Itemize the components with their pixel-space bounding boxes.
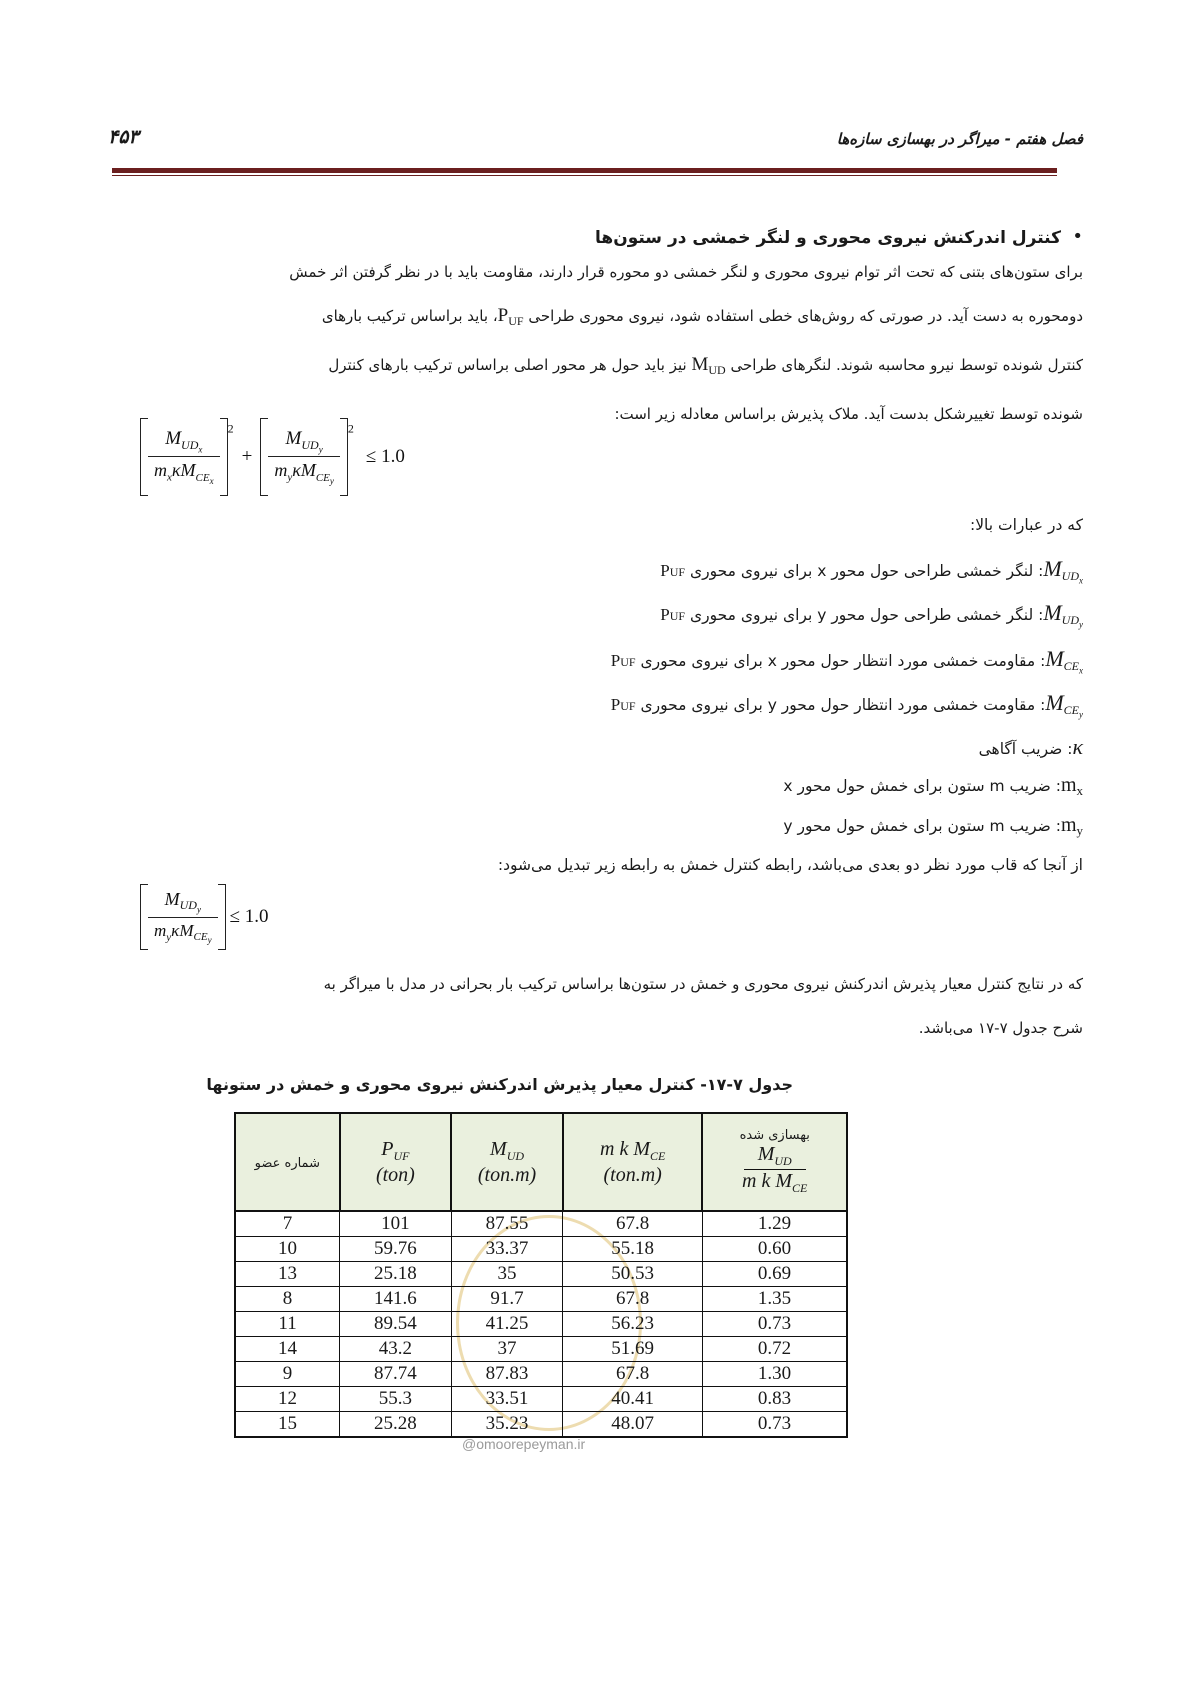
definition-mcex: $M_{CE_x}$: مقاومت خمشی مورد انتظار حول محور x برای نیروی محوری PUF: [610, 646, 1083, 676]
table-row: 11 89.54 41.25 56.23 0.73: [235, 1312, 847, 1337]
intro-line-1: برای ستون‌های بتنی که تحت اثر توام نیروی محوری و لنگر خمشی دو محوره قرار دارند، مقاومت باید با در نظر گرفتن اثر خمش: [289, 263, 1083, 281]
intro-line-2: دومحوره به دست آید. در صورتی که روش‌های خطی استفاده شود، نیروی محوری طراحی $P_{UF}،$ باید براساس ترکیب بارهای: [321, 305, 1083, 328]
table-row: 10 59.76 33.37 55.18 0.60: [235, 1237, 847, 1262]
table-row: 15 25.28 35.23 48.07 0.73: [235, 1412, 847, 1438]
table-body: [235, 1211, 847, 1437]
bullet-icon: •: [1072, 226, 1083, 247]
header-member: شماره عضو: [235, 1113, 340, 1211]
intro-paragraph: [161, 250, 1083, 436]
intro-line-3: کنترل شونده توسط نیرو محاسبه شوند. لنگرهای طراحی $M_{UD}$ نیز باید حول هر محور اصلی براساس ترکیب بارهای کنترل: [328, 354, 1083, 377]
definition-kappa: κ: ضریب آگاهی: [978, 734, 1083, 759]
equation-2: $\frac{M_{UD_y}}{m_y\kappa M_{CE_y}}$ ≤ 1.0: [140, 884, 269, 950]
table-row: 7 101 87.55 67.8 1.29: [235, 1211, 847, 1237]
section-heading: کنترل اندرکنش نیروی محوری و لنگر خمشی در ستون‌ها: [595, 228, 1061, 248]
table-row: 9 87.74 87.83 67.8 1.30: [235, 1362, 847, 1387]
results-paragraph: [161, 962, 1083, 1050]
transition-text: از آنجا که قاب مورد نظر دو بعدی می‌باشد، رابطه کنترل خمش به رابطه زیر تبدیل می‌شود:: [497, 856, 1083, 874]
definition-my: $m_y$: ضریب m ستون برای خمش حول محور y: [783, 814, 1083, 839]
header-mkm: m k $M_{CE}$ (ton.m): [563, 1113, 703, 1211]
chapter-title: فصل هفتم - میراگر در بهسازی سازه‌ها: [836, 130, 1083, 148]
definition-mcey: $M_{CE_y}$: مقاومت خمشی مورد انتظار حول محور y برای نیروی محوری PUF: [610, 690, 1083, 720]
intro-line-4: شونده توسط تغییرشکل بدست آید. ملاک پذیرش براساس معادله زیر است:: [614, 405, 1083, 423]
header-mud: $M_{UD}$ (ton.m): [451, 1113, 563, 1211]
definition-mx: $m_x$: ضریب m ستون برای خمش حول محور x: [783, 774, 1083, 799]
page-number: ۴۵۳: [108, 126, 139, 148]
table-row: 8 141.6 91.7 67.8 1.35: [235, 1287, 847, 1312]
header-puf: $P_{UF}$ (ton): [340, 1113, 452, 1211]
equation-1: $\frac{M_{UD_x}}{m_x\kappa M_{CE_x}}$ $^2$ + $\frac{M_{UD_y}}{m_y\kappa M_{CE_y}}$ $^2$ ≤ 1.0: [140, 418, 405, 496]
table-row: 13 25.18 35 50.53 0.69: [235, 1262, 847, 1287]
table-caption: جدول ۷-۱۷- کنترل معیار پذیرش اندرکنش نیروی محوری و خمش در ستونها: [206, 1075, 793, 1094]
results-line-1: که در نتایج کنترل معیار پذیرش اندرکنش نیروی محوری و خمش در ستون‌ها براساس ترکیب بار بحرانی در مدل با میراگر به: [323, 975, 1083, 993]
results-line-2: شرح جدول ۷-۱۷ می‌باشد.: [918, 1019, 1083, 1037]
watermark-url: @omoorepeyman.ir: [462, 1436, 586, 1452]
definition-mudy: $M_{UD_y}$: لنگر خمشی طراحی حول محور y برای نیروی محوری PUF: [660, 600, 1083, 630]
table-row: 14 43.2 37 51.69 0.72: [235, 1337, 847, 1362]
header-ratio: بهسازی شده $M_{UD}$ m k $M_{CE}$: [702, 1113, 847, 1211]
interaction-table: [234, 1112, 848, 1438]
table-header-row: [235, 1113, 847, 1211]
table-row: 12 55.3 33.51 40.41 0.83: [235, 1387, 847, 1412]
header-rule-thin: [112, 175, 1057, 176]
definitions-intro: که در عبارات بالا:: [970, 516, 1083, 534]
definition-mudx: $M_{UD_x}$: لنگر خمشی طراحی حول محور x برای نیروی محوری PUF: [660, 556, 1083, 586]
header-rule-thick: [112, 168, 1057, 173]
